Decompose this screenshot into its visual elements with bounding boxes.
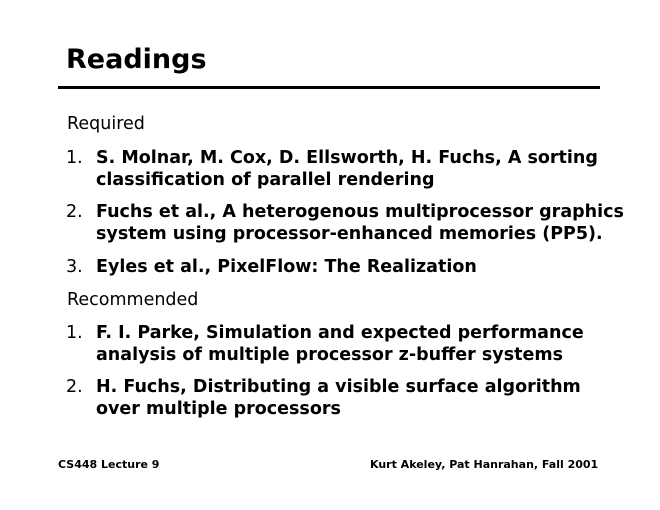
slide-title: Readings bbox=[66, 44, 207, 75]
recommended-reading-item bbox=[66, 376, 584, 420]
required-reading-item bbox=[66, 201, 624, 245]
item-text-line-1: F. I. Parke, Simulation and expected performance bbox=[96, 323, 584, 343]
item-number: 3. bbox=[66, 257, 83, 277]
item-text-line-2: analysis of multiple processor z-buffer systems bbox=[96, 345, 564, 365]
footer-course-label: CS448 Lecture 9 bbox=[58, 458, 160, 471]
recommended-readings-list bbox=[66, 322, 584, 420]
item-number: 1. bbox=[66, 148, 83, 168]
item-text-line-1: Fuchs et al., A heterogenous multiprocessor graphics bbox=[96, 202, 624, 222]
item-text-line-2: classification of parallel rendering bbox=[96, 170, 435, 190]
item-text-line-1: H. Fuchs, Distributing a visible surface algorithm bbox=[96, 377, 581, 397]
recommended-reading-item bbox=[66, 322, 584, 366]
item-text-line-2: system using processor-enhanced memories (PP5). bbox=[96, 224, 603, 244]
recommended-heading: Recommended bbox=[67, 290, 199, 310]
item-number: 2. bbox=[66, 377, 83, 397]
item-text-line-1: Eyles et al., PixelFlow: The Realization bbox=[96, 257, 477, 277]
item-number: 1. bbox=[66, 323, 83, 343]
title-divider bbox=[58, 86, 600, 89]
required-reading-item bbox=[66, 147, 624, 191]
item-text-line-1: S. Molnar, M. Cox, D. Ellsworth, H. Fuchs, A sorting bbox=[96, 148, 598, 168]
required-readings-list bbox=[66, 147, 624, 278]
item-number: 2. bbox=[66, 202, 83, 222]
required-heading: Required bbox=[67, 114, 145, 134]
item-text-line-2: over multiple processors bbox=[96, 399, 341, 419]
footer-authors: Kurt Akeley, Pat Hanrahan, Fall 2001 bbox=[370, 458, 599, 471]
required-reading-item bbox=[66, 256, 624, 278]
